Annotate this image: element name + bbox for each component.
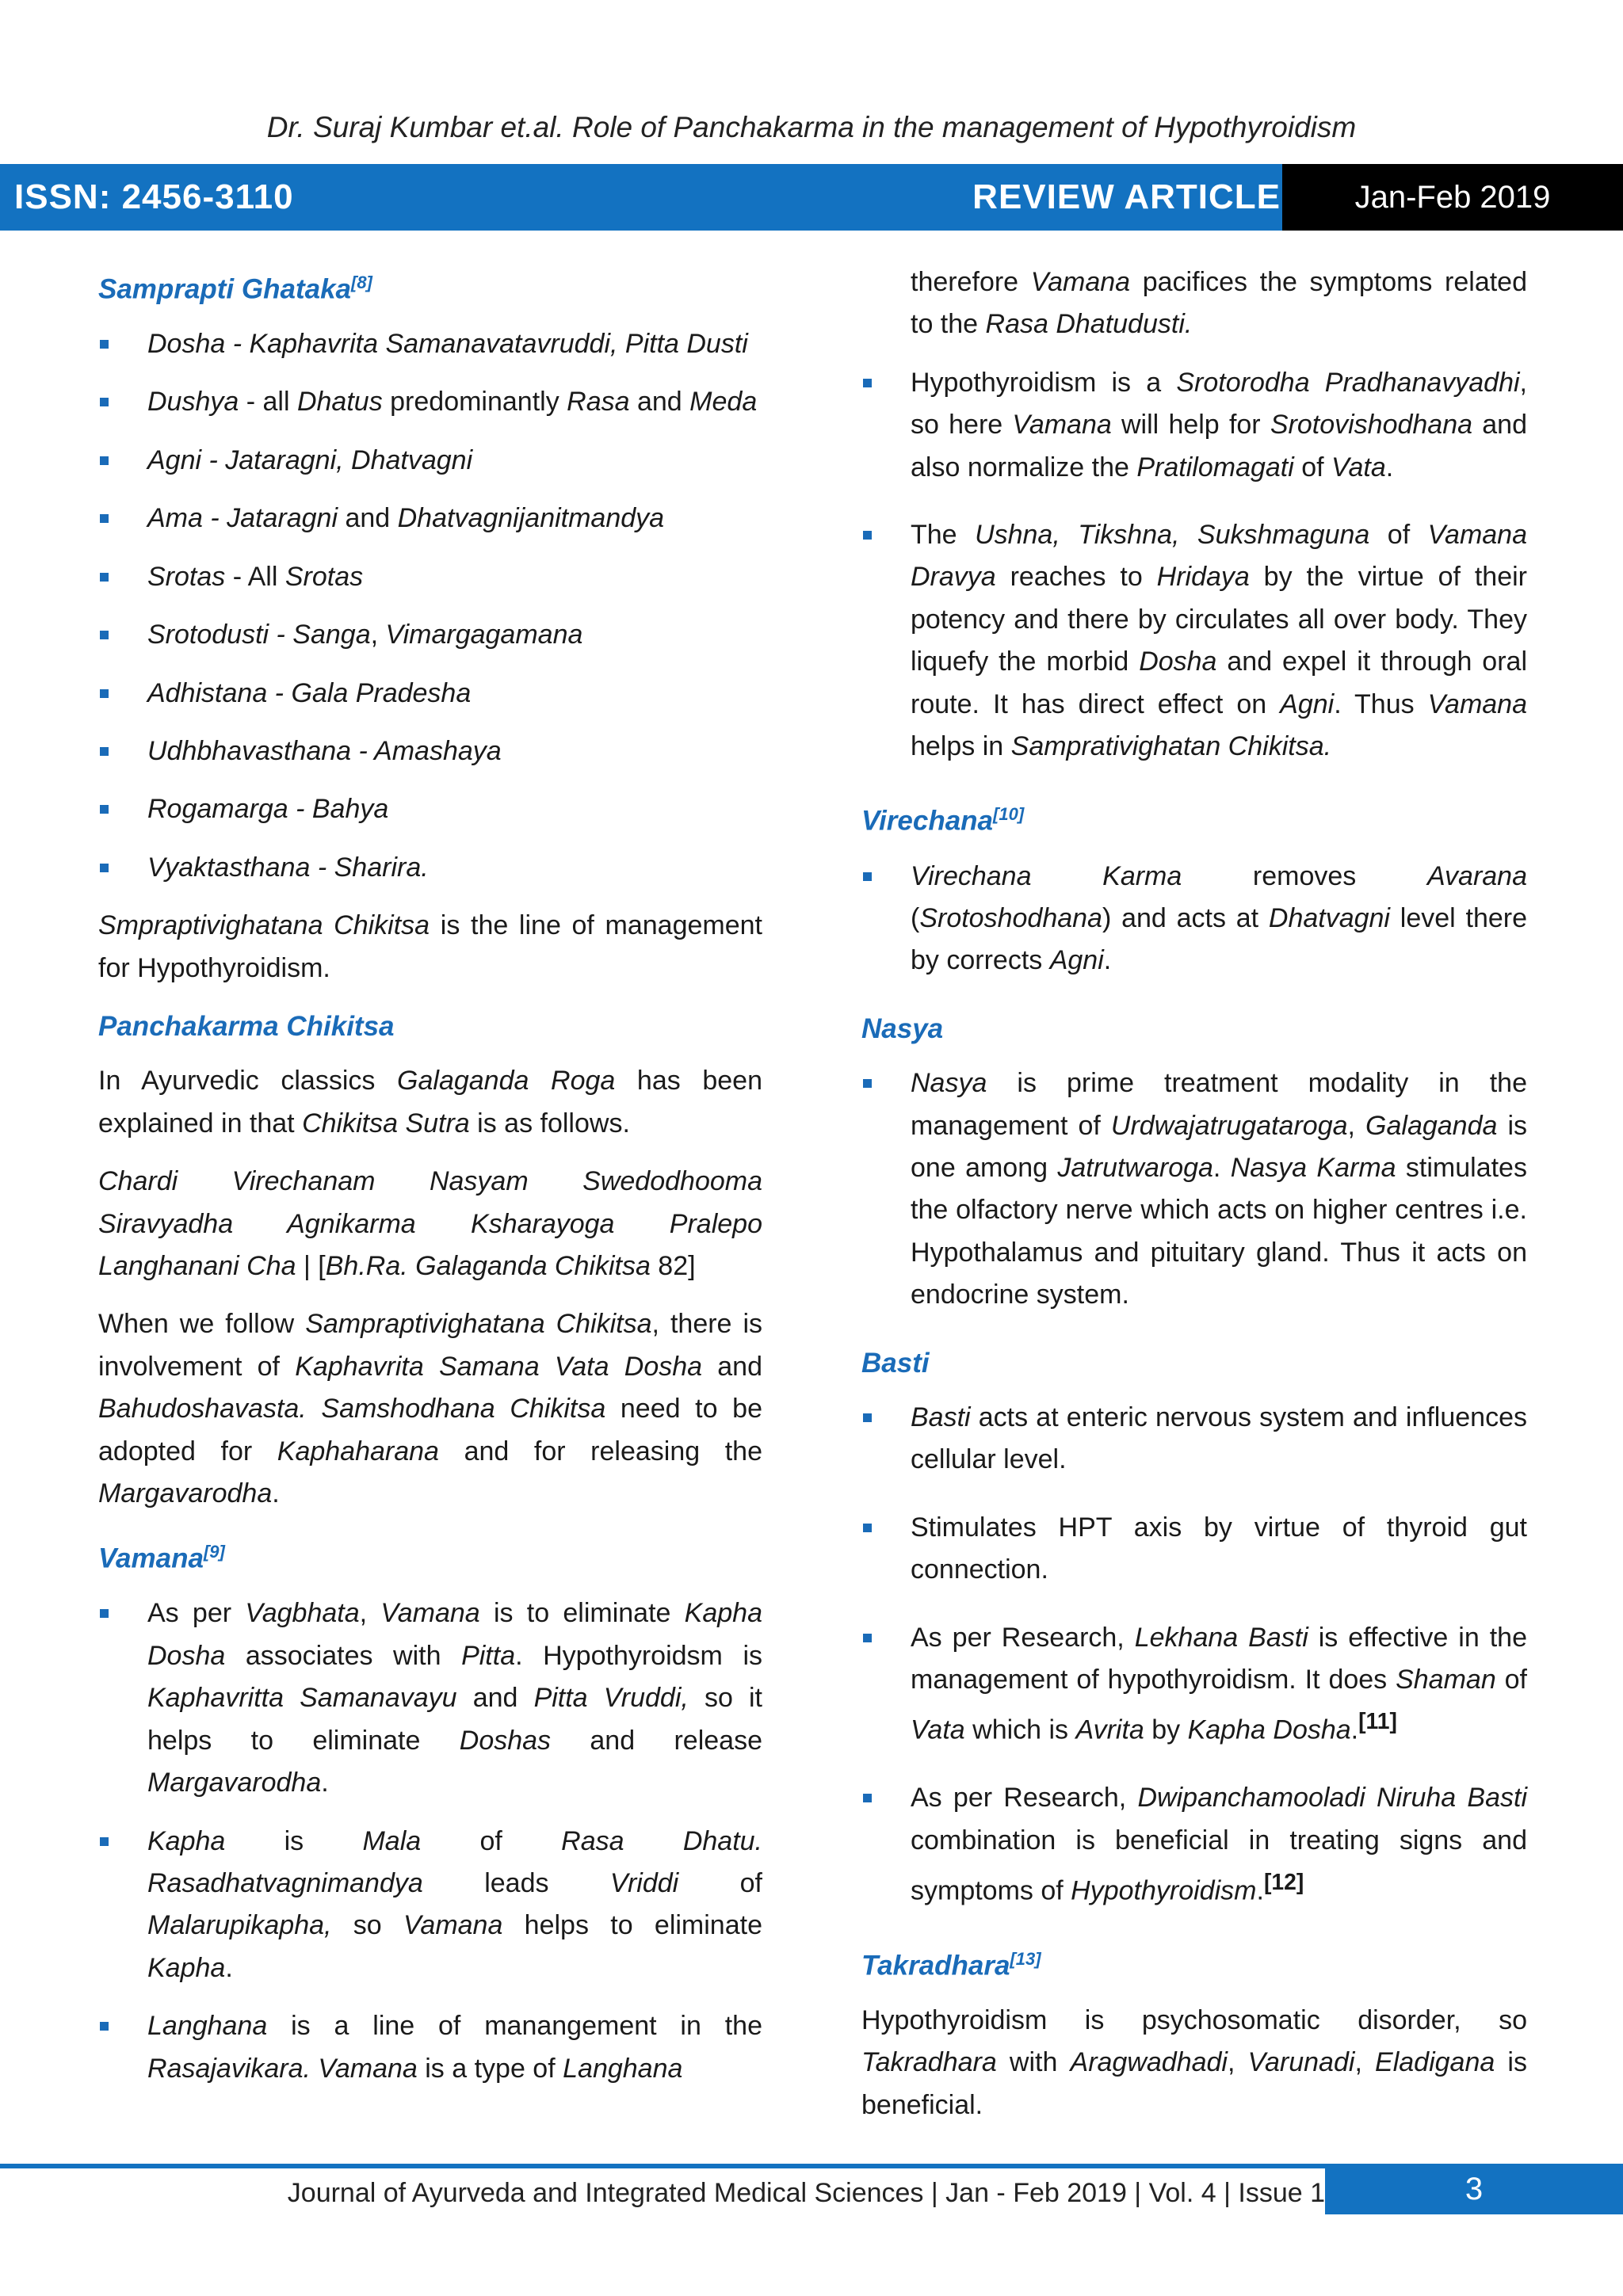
section-heading-takradhara: Takradhara[13]: [861, 1948, 1041, 1981]
list-item: Dosha - Kaphavrita Samanavatavruddi, Pitta Dusti: [98, 323, 762, 365]
list-item: As per Vagbhata, Vamana is to eliminate Kapha Dosha associates with Pitta. Hypothyroidsm is Kaphavritta Samanavayu and Pitta Vruddi, so it helps to eliminate Doshas and release Margavarodha.: [98, 1592, 762, 1804]
list-item: Basti acts at enteric nervous system and influences cellular level.: [861, 1397, 1527, 1482]
verse-quote: Chardi Virechanam Nasyam Swedodhooma Siravyadha Agnikarma Ksharayoga Pralepo Langhanani Cha | [Bh.Ra. Galaganda Chikitsa 82]: [98, 1166, 762, 1281]
list-item: Nasya is prime treatment modality in the management of Urdwajatrugataroga, Galaganda is one among Jatrutwaroga. Nasya Karma stimulates the olfactory nerve which acts on higher centres i.e. Hypothalamus and pituitary gland. Thus it acts on endocrine system.: [861, 1062, 1527, 1316]
article-type-label: REVIEW ARTICLE: [972, 177, 1281, 216]
paragraph: Smpraptivighatana Chikitsa is the line of management for Hypothyroidism.: [98, 910, 762, 983]
continued-list-text: therefore Vamana pacifices the symptoms related to the Rasa Dhatudusti.: [911, 267, 1528, 340]
list-item: Kapha is Mala of Rasa Dhatu. Rasadhatvagnimandya leads Vriddi of Malarupikapha, so Vamana helps to eliminate Kapha.: [98, 1821, 762, 1990]
list-item: Rogamarga - Bahya: [98, 788, 762, 830]
issue-date-label: Jan-Feb 2019: [1282, 164, 1623, 231]
virechana-list: [861, 856, 1527, 982]
footer-journal-info: Journal of Ayurveda and Integrated Medical Sciences | Jan - Feb 2019 | Vol. 4 | Issue 1: [287, 2178, 1325, 2208]
right-column: [861, 261, 1527, 2142]
list-item: Vyaktasthana - Sharira.: [98, 847, 762, 889]
list-item: Udhbhavasthana - Amashaya: [98, 730, 762, 772]
left-column: [98, 261, 762, 2106]
list-item: As per Research, Lekhana Basti is effective in the management of hypothyroidism. It does Shaman of Vata which is Avrita by Kapha Dosha.[11]: [861, 1617, 1527, 1753]
reference-9[interactable]: [9]: [203, 1542, 225, 1562]
list-item: Stimulates HPT axis by virtue of thyroid gut connection.: [861, 1507, 1527, 1592]
list-item: Srotas - All Srotas: [98, 556, 762, 598]
running-head: Dr. Suraj Kumbar et.al. Role of Panchakarma in the management of Hypothyroidism: [266, 111, 1357, 143]
section-heading-vamana: Vamana[9]: [98, 1542, 225, 1575]
section-heading-virechana: Virechana[10]: [861, 804, 1025, 837]
samprapti-ghataka-list: [98, 323, 762, 889]
list-item: Virechana Karma removes Avarana (Srotoshodhana) and acts at Dhatvagni level there by corrects Agni.: [861, 856, 1527, 982]
list-item: As per Research, Dwipanchamooladi Niruha Basti combination is beneficial in treating signs and symptoms of Hypothyroidism.[12]: [861, 1777, 1527, 1913]
reference-10[interactable]: [10]: [993, 804, 1025, 825]
nasya-list: [861, 1062, 1527, 1316]
list-item: Langhana is a line of manangement in the Rasajavikara. Vamana is a type of Langhana: [98, 2005, 762, 2090]
list-item: Srotodusti - Sanga, Vimargagamana: [98, 614, 762, 656]
vamana-list-continued: [861, 362, 1527, 769]
list-item: Dushya - all Dhatus predominantly Rasa and Meda: [98, 381, 762, 423]
page-number: 3: [1325, 2168, 1623, 2214]
list-item: Ama - Jataragni and Dhatvagnijanitmandya: [98, 498, 762, 540]
basti-list: [861, 1397, 1527, 1913]
header-bar: [0, 164, 1623, 231]
section-heading-basti: Basti: [861, 1347, 930, 1379]
issn-label: ISSN: 2456-3110: [14, 177, 294, 216]
paragraph: When we follow Sampraptivighatana Chikitsa, there is involvement of Kaphavrita Samana Vata Dosha and Bahudoshavasta. Samshodhana Chikitsa need to be adopted for Kaphaharana and for releasing the Margavarodha.: [98, 1309, 763, 1508]
list-item: The Ushna, Tikshna, Sukshmaguna of Vamana Dravya reaches to Hridaya by the virtue of their potency and there by circulates all over body. They liquefy the morbid Dosha and expel it through oral route. It has direct effect on Agni. Thus Vamana helps in Samprativighatan Chikitsa.: [861, 514, 1527, 768]
reference-8[interactable]: [8]: [351, 273, 372, 292]
paragraph: In Ayurvedic classics Galaganda Roga has been explained in that Chikitsa Sutra is as follows.: [98, 1066, 762, 1138]
list-item: Agni - Jataragni, Dhatvagni: [98, 440, 762, 482]
list-item: Hypothyroidism is a Srotorodha Pradhanavyadhi, so here Vamana will help for Srotovishodhana and also normalize the Pratilomagati of Vata.: [861, 362, 1527, 489]
list-item: Adhistana - Gala Pradesha: [98, 673, 762, 715]
section-heading-nasya: Nasya: [861, 1013, 944, 1044]
section-heading-samprapti-ghataka: Samprapti Ghataka[8]: [98, 273, 372, 305]
paragraph: Hypothyroidism is psychosomatic disorder, so Takradhara with Aragwadhadi, Varunadi, Eladigana is beneficial.: [861, 2004, 1527, 2120]
reference-13[interactable]: [13]: [1010, 1948, 1041, 1969]
vamana-list: [98, 1592, 762, 2089]
section-heading-panchakarma-chikitsa: Panchakarma Chikitsa: [98, 1010, 395, 1042]
